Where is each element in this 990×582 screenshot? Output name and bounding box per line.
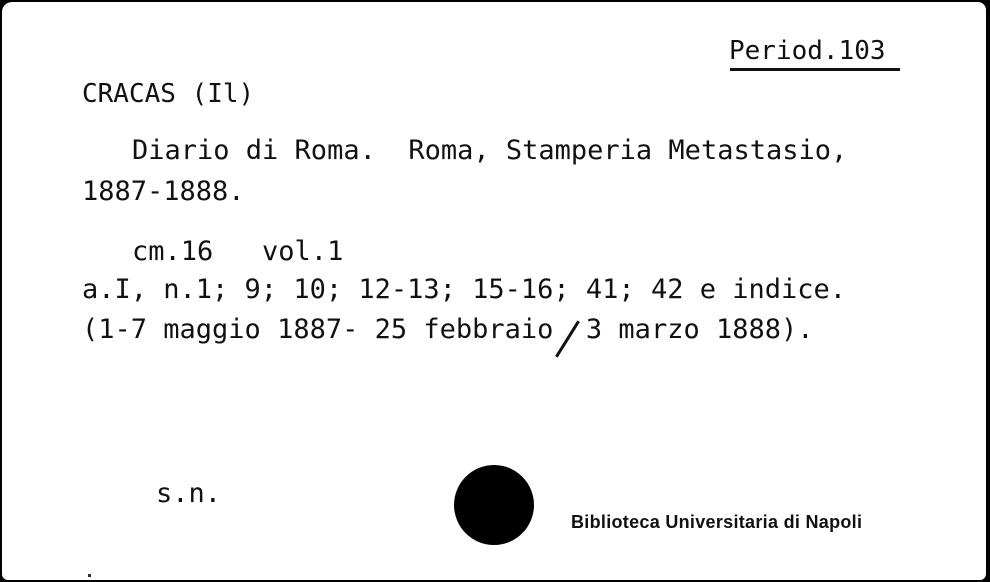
- holdings-dates-line: (1-7 maggio 1887- 25 febbraio 3 marzo 1888).: [82, 314, 814, 345]
- description-line-1: Diario di Roma. Roma, Stamperia Metastasio,: [132, 135, 848, 166]
- card-speck: [88, 574, 91, 577]
- shelfmark-underline: [730, 68, 900, 71]
- note-sn: s.n.: [156, 478, 222, 509]
- holdings-line: a.I, n.1; 9; 10; 12-13; 15-16; 41; 42 e indice.: [82, 274, 847, 305]
- shelfmark: Period.103: [729, 36, 886, 66]
- library-stamp: Biblioteca Universitaria di Napoli: [571, 512, 863, 532]
- card-heading: CRACAS (Il): [82, 79, 255, 109]
- catalog-card: [2, 2, 986, 580]
- physical-description: cm.16 vol.1: [132, 236, 344, 267]
- description-line-2: 1887-1888.: [82, 176, 245, 207]
- punch-hole: [454, 465, 534, 545]
